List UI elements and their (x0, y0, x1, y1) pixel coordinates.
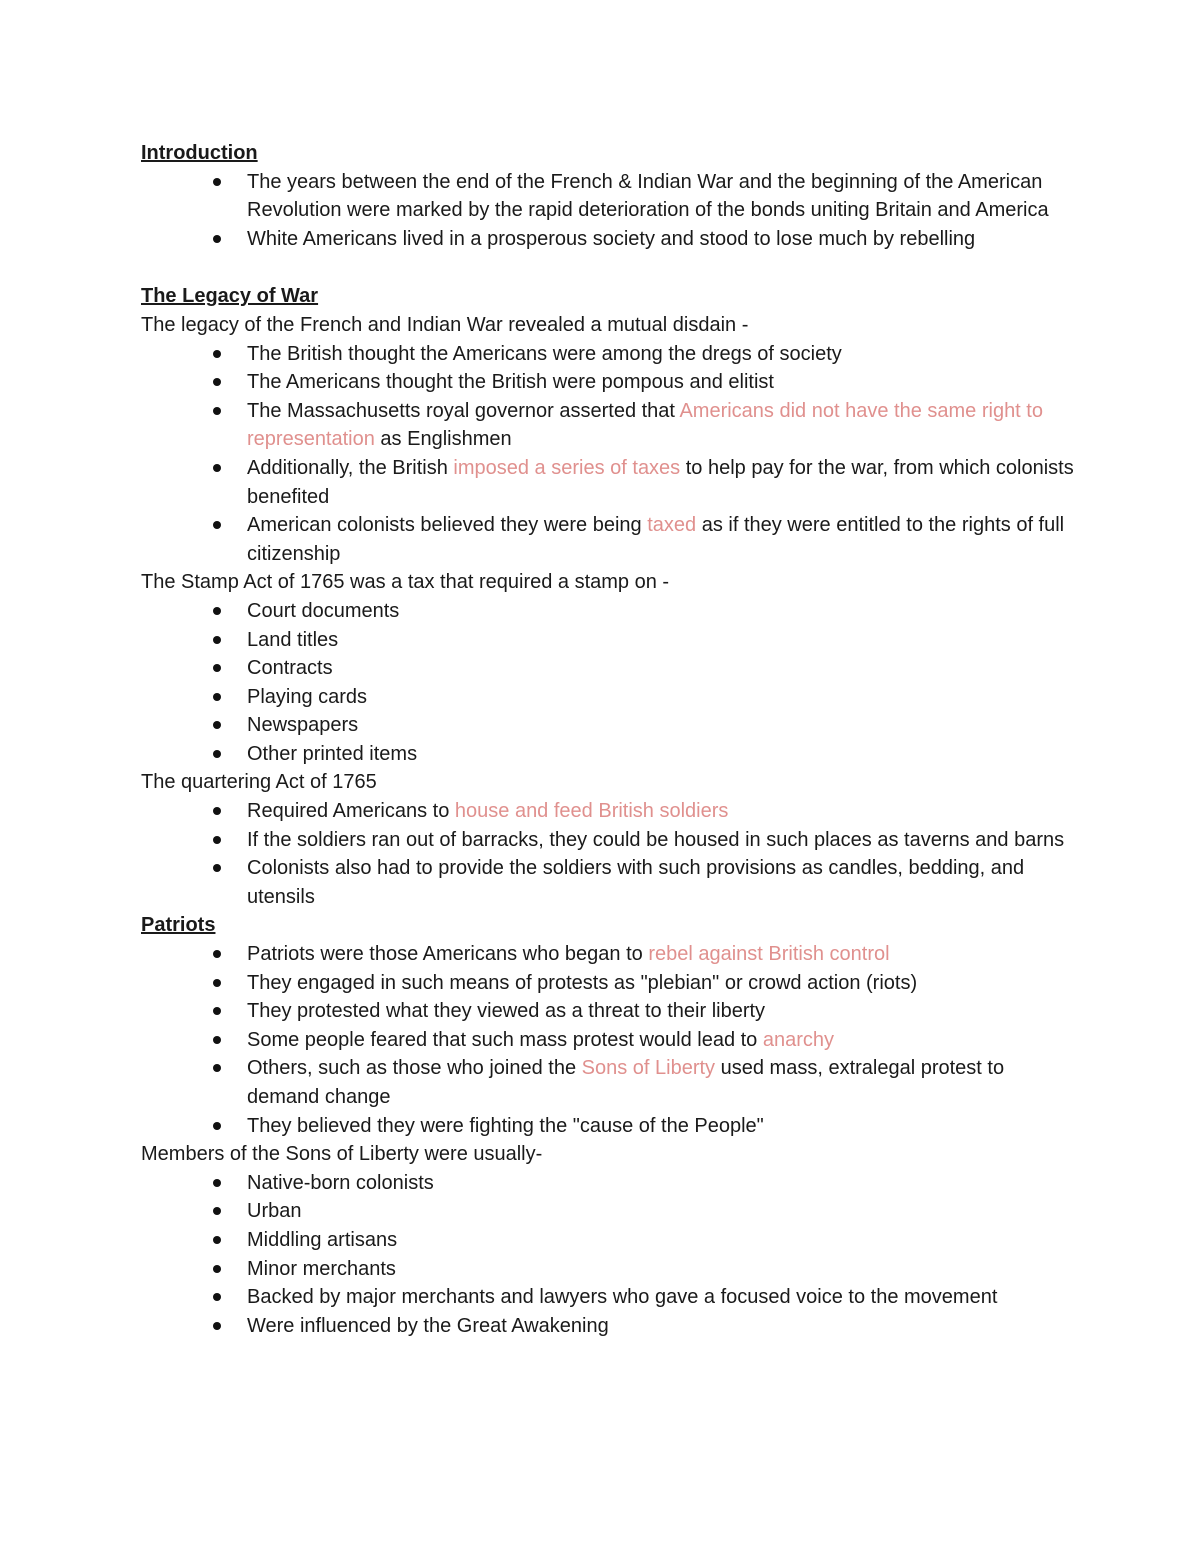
bullet-icon (213, 1322, 221, 1330)
bullet-icon (213, 1207, 221, 1215)
list-item-text: If the soldiers ran out of barracks, they could be housed in such places as taverns and barns (247, 828, 1065, 851)
list-item (141, 1312, 1076, 1341)
bullet-icon (213, 1036, 221, 1044)
bullet-icon (213, 235, 221, 243)
list-item (141, 1169, 1076, 1198)
body-paragraph: The quartering Act of 1765 (141, 771, 377, 794)
highlighted-text: anarchy (762, 1028, 835, 1051)
bullet-icon (213, 979, 221, 987)
list-item (141, 626, 1076, 655)
list-item-text: Others, such as those who joined the (247, 1057, 582, 1080)
bullet-icon (213, 950, 221, 958)
list-item-text: Patriots were those Americans who began to (247, 943, 649, 966)
list-item (141, 1112, 1076, 1141)
list-item-text: Other printed items (247, 742, 418, 765)
document-page (141, 139, 1076, 1340)
list-item-text: They protested what they viewed as a threat to their liberty (247, 1000, 766, 1023)
list-item (141, 797, 1076, 826)
list-item (141, 397, 1076, 454)
list-item (141, 654, 1076, 683)
list-item-text: American colonists believed they were being (247, 514, 648, 537)
list-item (141, 597, 1076, 626)
list-item-text: Required Americans to (247, 800, 455, 823)
bullet-icon (213, 1122, 221, 1130)
list-item-text: The Massachusetts royal governor asserted that (247, 399, 680, 422)
bullet-list (141, 1169, 1076, 1341)
list-item-text: White Americans lived in a prosperous society and stood to lose much by rebelling (247, 227, 976, 250)
list-item (141, 1054, 1076, 1111)
bullet-icon (213, 693, 221, 701)
bullet-icon (213, 864, 221, 872)
list-item-text: as Englishmen (374, 428, 512, 451)
paragraph-spacer (141, 253, 1076, 282)
list-item-text: Contracts (247, 657, 333, 680)
highlighted-text: Americans did not have the same right to representation (247, 399, 1043, 451)
list-item-text: The years between the end of the French & Indian War and the beginning of the American Revolution were marked by the rapid deterioration of the bonds uniting Britain and America (247, 170, 1049, 222)
bullet-list (141, 340, 1076, 569)
list-item (141, 368, 1076, 397)
list-item-text: Were influenced by the Great Awakening (247, 1314, 609, 1337)
list-item-text: as if they were entitled to the rights of full citizenship (247, 514, 1065, 565)
bullet-list (141, 597, 1076, 769)
list-item-text: Native-born colonists (247, 1171, 434, 1194)
bullet-icon (213, 721, 221, 729)
list-item-text: They engaged in such means of protests as "plebian" or crowd action (riots) (247, 971, 918, 994)
list-item (141, 1255, 1076, 1284)
bullet-icon (213, 521, 221, 529)
bullet-icon (213, 607, 221, 615)
bullet-icon (213, 378, 221, 386)
highlighted-text: rebel against British control (648, 943, 890, 966)
list-item (141, 1197, 1076, 1226)
bullet-icon (213, 1236, 221, 1244)
list-item (141, 854, 1076, 911)
highlighted-text: Sons of Liberty (581, 1057, 716, 1080)
bullet-list (141, 797, 1076, 911)
list-item-text: Minor merchants (247, 1257, 396, 1280)
list-item-text: Backed by major merchants and lawyers who gave a focused voice to the movement (247, 1286, 998, 1309)
list-item (141, 168, 1076, 225)
bullet-icon (213, 407, 221, 415)
bullet-icon (213, 350, 221, 358)
list-item-text: The Americans thought the British were pompous and elitist (247, 371, 774, 394)
bullet-icon (213, 636, 221, 644)
list-item (141, 997, 1076, 1026)
list-item (141, 1226, 1076, 1255)
bullet-icon (213, 464, 221, 472)
bullet-icon (213, 750, 221, 758)
section-heading: Patriots (141, 914, 216, 937)
list-item-text: The British thought the Americans were among the dregs of society (247, 342, 842, 365)
list-item-text: Court documents (247, 599, 400, 622)
list-item-text: Additionally, the British (247, 456, 454, 479)
highlighted-text: imposed a series of taxes (453, 456, 681, 479)
list-item (141, 740, 1076, 769)
bullet-icon (213, 178, 221, 186)
bullet-icon (213, 664, 221, 672)
list-item-text: Middling artisans (247, 1228, 398, 1251)
list-item (141, 940, 1076, 969)
list-item (141, 511, 1076, 568)
bullet-list (141, 168, 1076, 254)
list-item (141, 1026, 1076, 1055)
list-item-text: Some people feared that such mass protest would lead to (247, 1028, 763, 1051)
highlighted-text: house and feed British soldiers (454, 800, 729, 823)
bullet-icon (213, 1293, 221, 1301)
list-item-text: They believed they were fighting the "cause of the People" (247, 1114, 764, 1137)
list-item-text: Land titles (247, 628, 339, 651)
list-item (141, 225, 1076, 254)
body-paragraph: The Stamp Act of 1765 was a tax that required a stamp on - (141, 571, 670, 594)
list-item-text: Playing cards (247, 685, 368, 708)
highlighted-text: taxed (647, 514, 697, 537)
list-item (141, 454, 1076, 511)
list-item (141, 340, 1076, 369)
list-item-text: Urban (247, 1200, 302, 1223)
list-item-text: used mass, extralegal protest to demand change (247, 1057, 1005, 1108)
list-item (141, 1283, 1076, 1312)
list-item (141, 683, 1076, 712)
bullet-icon (213, 1179, 221, 1187)
body-paragraph: The legacy of the French and Indian War revealed a mutual disdain - (141, 313, 749, 336)
bullet-list (141, 940, 1076, 1140)
bullet-icon (213, 1064, 221, 1072)
bullet-icon (213, 807, 221, 815)
bullet-icon (213, 836, 221, 844)
list-item-text: Newspapers (247, 714, 359, 737)
bullet-icon (213, 1007, 221, 1015)
list-item-text: to help pay for the war, from which colonists benefited (247, 456, 1074, 508)
list-item (141, 711, 1076, 740)
list-item (141, 969, 1076, 998)
list-item-text: Colonists also had to provide the soldiers with such provisions as candles, bedding, and utensils (247, 857, 1025, 908)
list-item (141, 826, 1076, 855)
bullet-icon (213, 1265, 221, 1273)
section-heading: The Legacy of War (141, 285, 319, 308)
body-paragraph: Members of the Sons of Liberty were usually- (141, 1143, 543, 1166)
section-heading: Introduction (141, 142, 258, 164)
